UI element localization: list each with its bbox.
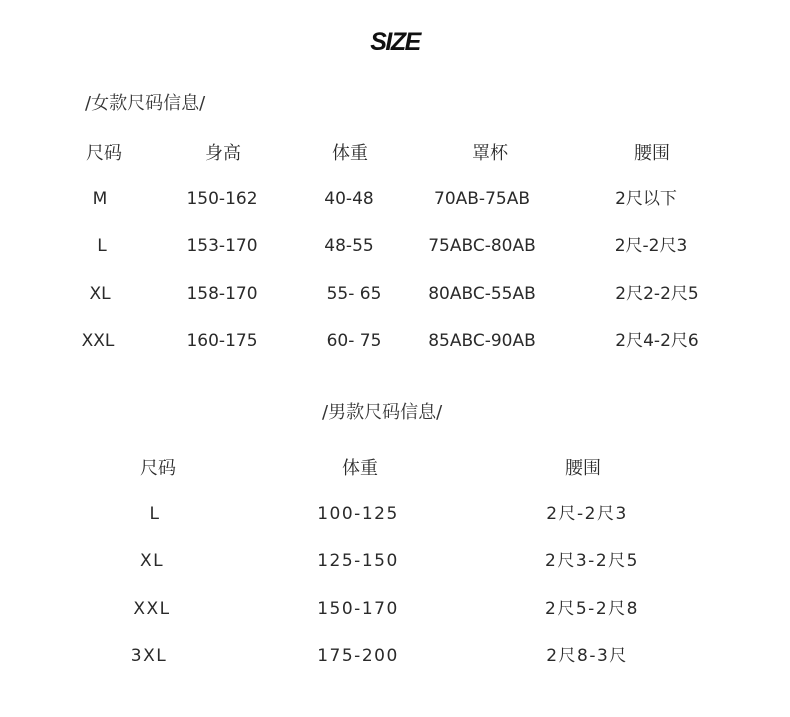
size-cell: 3XL: [130, 646, 168, 666]
waist-cell: 2尺-2尺3: [614, 236, 688, 256]
table-row: [0, 327, 790, 355]
waist-cell: 2尺-2尺3: [546, 504, 628, 524]
header-waist: 腰围: [565, 458, 601, 479]
height-cell: 150-162: [186, 189, 258, 209]
size-cell: XL: [89, 284, 111, 304]
table-row: [0, 280, 790, 308]
weight-cell: 175-200: [317, 646, 399, 666]
weight-cell: 60- 75: [326, 331, 382, 351]
men-table-header: [0, 455, 790, 483]
table-row: [0, 595, 790, 623]
weight-cell: 48-55: [324, 236, 374, 256]
women-section-title: /女款尺码信息/: [85, 93, 206, 114]
weight-cell: 150-170: [317, 599, 399, 619]
header-waist: 腰围: [634, 143, 670, 164]
size-cell: XXL: [133, 599, 171, 619]
size-cell: L: [97, 236, 107, 256]
size-cell: XXL: [81, 331, 115, 351]
men-section-title: /男款尺码信息/: [322, 402, 443, 423]
weight-cell: 40-48: [324, 189, 374, 209]
weight-cell: 55- 65: [326, 284, 382, 304]
table-row: [0, 232, 790, 260]
size-cell: M: [92, 189, 108, 209]
cup-cell: 70AB-75AB: [434, 189, 530, 209]
weight-cell: 100-125: [317, 504, 399, 524]
cup-cell: 85ABC-90AB: [428, 331, 536, 351]
waist-cell: 2尺5-2尺8: [545, 599, 639, 619]
table-row: [0, 642, 790, 670]
waist-cell: 2尺以下: [615, 189, 677, 209]
waist-cell: 2尺2-2尺5: [615, 284, 699, 304]
waist-cell: 2尺4-2尺6: [615, 331, 699, 351]
table-row: [0, 547, 790, 575]
header-cup: 罩杯: [472, 143, 508, 164]
height-cell: 153-170: [186, 236, 258, 256]
header-weight: 体重: [342, 458, 378, 479]
women-table-header: [0, 140, 790, 168]
page-title: SIZE: [370, 28, 420, 56]
waist-cell: 2尺8-3尺: [546, 646, 628, 666]
height-cell: 158-170: [186, 284, 258, 304]
cup-cell: 80ABC-55AB: [428, 284, 536, 304]
header-height: 身高: [205, 143, 241, 164]
header-weight: 体重: [332, 143, 368, 164]
size-cell: L: [149, 504, 161, 524]
table-row: [0, 500, 790, 528]
table-row: [0, 185, 790, 213]
size-cell: XL: [139, 551, 165, 571]
header-size: 尺码: [140, 458, 176, 479]
cup-cell: 75ABC-80AB: [428, 236, 536, 256]
waist-cell: 2尺3-2尺5: [545, 551, 639, 571]
header-size: 尺码: [86, 143, 122, 164]
weight-cell: 125-150: [317, 551, 399, 571]
height-cell: 160-175: [186, 331, 258, 351]
